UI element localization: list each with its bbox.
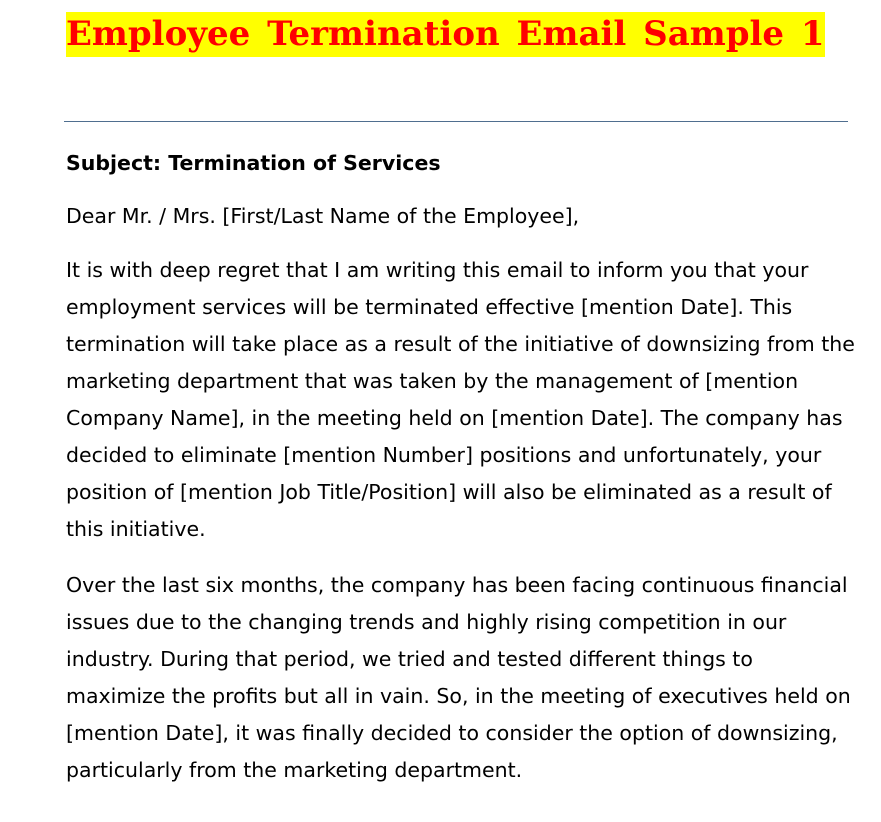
email-greeting: Dear Mr. / Mrs. [First/Last Name of the Employee], [66, 204, 580, 228]
document-title [66, 8, 826, 60]
title-divider [64, 121, 848, 122]
title-block [66, 8, 826, 60]
email-body [66, 146, 856, 789]
title-highlight: Employee Termination Email Sample 1 [66, 12, 825, 57]
email-subject: Subject: Termination of Services [66, 151, 441, 175]
email-paragraph-1: It is with deep regret that I am writing this email to inform you that your employment services will be terminated effective [mention Date]. This termination will take place as a result of the initiative of downsizing from the marketing department that was taken by the management of [mention Company Name], in the meeting held on [mention Date]. The company has decided to eliminate [mention Number] positions and unfortunately, your position of [mention Job Title/Position] will also be eliminated as a result of this initiative. [66, 258, 855, 541]
email-paragraph-2: Over the last six months, the company has been facing continuous financial issues due to the changing trends and highly rising competition in our industry. During that period, we tried and tested different things to maximize the profits but all in vain. So, in the meeting of executives held on [mention Date], it was finally decided to consider the option of downsizing, particularly from the marketing department. [66, 573, 851, 782]
